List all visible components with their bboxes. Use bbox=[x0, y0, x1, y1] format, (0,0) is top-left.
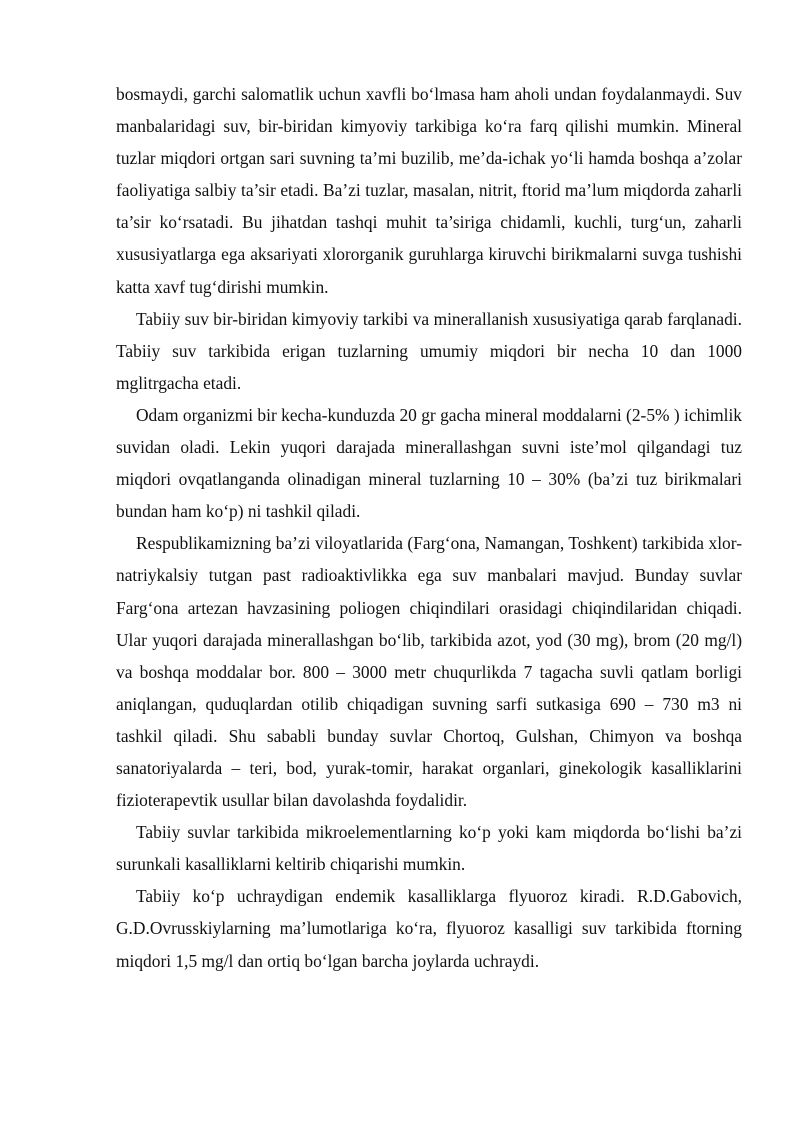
paragraph-fluorosis: Tabiiy ko‘p uchraydigan endemik kasalliklarga flyuoroz kiradi. R.D.Gabovich, G.D.Ovrusskiylarning ma’lumotlariga ko‘ra, flyuoroz kasalligi suv tarkibida ftorning miqdori 1,5 mg/l dan ortiq bo‘lgan barcha joylarda uchraydi. bbox=[116, 886, 742, 971]
paragraph-regional-sources: Respublikamizning ba’zi viloyatlarida (Farg‘ona, Namangan, Toshkent) tarkibida xlor-natriykalsiy tutgan past radioaktivlikka ega suv manbalari mavjud. Bunday suvlar Farg‘ona artezan havzasining poliogen chiqindilari orasidagi chiqindilaridan chiqadi. Ular yuqori darajada minerallashgan bo‘lib, tarkibida azot, yod (30 mg), brom (20 mg/l) va boshqa moddalar bor. 800 – 3000 metr chuqurlikda 7 tagacha suvli qatlam borligi aniqlangan, quduqlardan otilib chiqadigan suvning sarfi sutkasiga 690 – 730 m3 ni tashkil qiladi. Shu sababli bunday suvlar Chortoq, Gulshan, Chimyon va boshqa sanatoriyalarda – teri, bod, yurak-tomir, harakat organlari, ginekologik kasalliklarini fizioterapevtik usullar bilan davolashda foydalidir. bbox=[116, 533, 742, 811]
paragraph-water-mineralization: Tabiiy suv bir-biridan kimyoviy tarkibi va minerallanish xususiyatiga qarab farqlanadi. Tabiiy suv tarkibida erigan tuzlarning umumiy miqdori bir necha 10 dan 1000 mglitrgacha etadi. bbox=[116, 308, 742, 393]
document-page bbox=[116, 78, 742, 977]
paragraph-mineral-intake: Odam organizmi bir kecha-kunduzda 20 gr gacha mineral moddalarni (2-5% ) ichimlik suvidan oladi. Lekin yuqori darajada minerallashgan suvni iste’mol qilgandagi tuz miqdori ovqatlanganda olinadigan mineral tuzlarning 10 – 30% (ba’zi tuz birikmalari bundan ham ko‘p) ni tashkil qiladi. bbox=[116, 404, 742, 522]
paragraph-microelements: Tabiiy suvlar tarkibida mikroelementlarning ko‘p yoki kam miqdorda bo‘lishi ba’zi surunkali kasalliklarni keltirib chiqarishi mumkin. bbox=[116, 822, 742, 875]
paragraph-continuation: bosmaydi, garchi salomatlik uchun xavfli bo‘lmasa ham aholi undan foydalanmaydi. Suv manbalaridagi suv, bir-biridan kimyoviy tarkibiga ko‘ra farq qilishi mumkin. Mineral tuzlar miqdori ortgan sari suvning ta’mi buzilib, me’da-ichak yo‘li hamda boshqa a’zolar faoliyatiga salbiy ta’sir etadi. Ba’zi tuzlar, masalan, nitrit, ftorid ma’lum miqdorda zaharli ta’sir ko‘rsatadi. Bu jihatdan tashqi muhit ta’siriga chidamli, kuchli, turg‘un, zaharli xususiyatlarga ega aksariyati xlororganik guruhlarga kiruvchi birikmalarni suvga tushishi katta xavf tug‘dirishi mumkin. bbox=[116, 84, 742, 297]
